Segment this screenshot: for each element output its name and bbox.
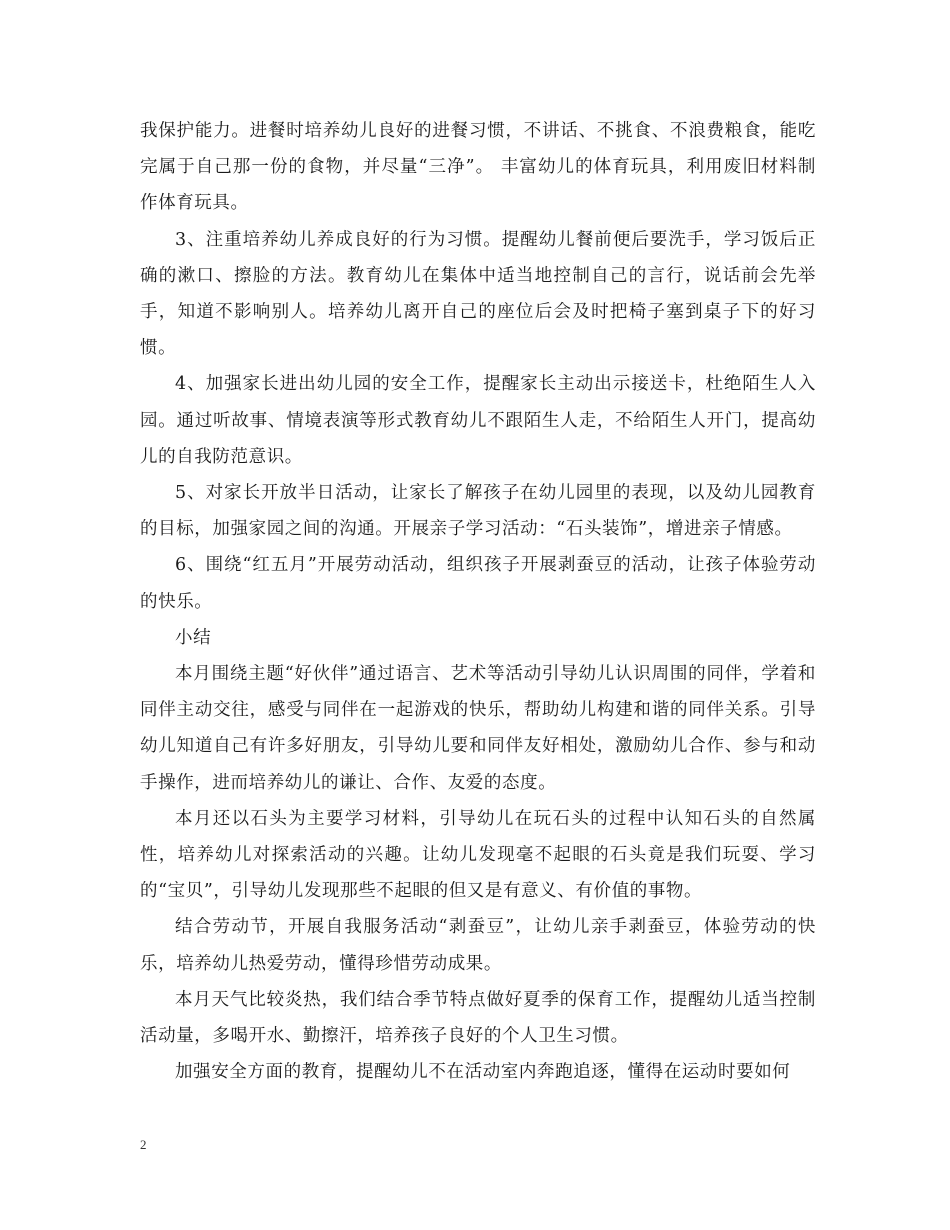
paragraph-item-6: 6、围绕“红五月”开展劳动活动，组织孩子开展剥蚕豆的活动，让孩子体验劳动的快乐。 bbox=[140, 555, 816, 612]
page-number: 2 bbox=[140, 1137, 147, 1152]
summary-paragraph-stones: 本月还以石头为主要学习材料，引导幼儿在玩石头的过程中认知石头的自然属性，培养幼儿对探索活动的兴趣。让幼儿发现毫不起眼的石头竟是我们玩耍、学习的“宝贝”，引导幼儿发现那些不起眼的但又是有意义、有价值的事物。 bbox=[140, 808, 816, 902]
summary-paragraph-safety: 加强安全方面的教育，提醒幼儿不在活动室内奔跑追逐，懂得在运动时要如何 bbox=[175, 1062, 791, 1083]
body-text bbox=[140, 113, 816, 1090]
summary-paragraph-summer: 本月天气比较炎热，我们结合季节特点做好夏季的保育工作，提醒幼儿适当控制活动量，多喝开水、勤擦汗，培养孩子良好的个人卫生习惯。 bbox=[140, 989, 816, 1047]
paragraph-item-4: 4、加强家长进出幼儿园的安全工作，提醒家长主动出示接送卡，杜绝陌生人入园。通过听故事、情境表演等形式教育幼儿不跟陌生人走，不给陌生人开门，提高幼儿的自我防范意识。 bbox=[140, 374, 816, 467]
section-heading-summary: 小结 bbox=[175, 627, 212, 648]
paragraph-item-5: 5、对家长开放半日活动，让家长了解孩子在幼儿园里的表现，以及幼儿园教育的目标，加强家园之间的沟通。开展亲子学习活动：“石头装饰”，增进亲子情感。 bbox=[140, 483, 816, 540]
paragraph-item-3: 3、注重培养幼儿养成良好的行为习惯。提醒幼儿餐前便后要洗手，学习饭后正确的漱口、擦脸的方法。教育幼儿在集体中适当地控制自己的言行，说话前会先举手，知道不影响别人。培养幼儿离开自己的座位后会及时把椅子塞到桌子下的好习惯。 bbox=[140, 229, 816, 359]
summary-paragraph-labor: 结合劳动节，开展自我服务活动“剥蚕豆”，让幼儿亲手剥蚕豆，体验劳动的快乐，培养幼儿热爱劳动，懂得珍惜劳动成果。 bbox=[140, 917, 816, 974]
summary-paragraph-partners: 本月围绕主题“好伙伴”通过语言、艺术等活动引导幼儿认识周围的同伴，学着和同伴主动交往，感受与同伴在一起游戏的快乐，帮助幼儿构建和谐的同伴关系。引导幼儿知道自己有许多好朋友，引导幼儿要和同伴友好相处，激励幼儿合作、参与和动手操作，进而培养幼儿的谦让、合作、友爱的态度。 bbox=[140, 664, 816, 793]
paragraph-continuation: 我保护能力。进餐时培养幼儿良好的进餐习惯，不讲话、不挑食、不浪费粮食，能吃完属于自己那一份的食物，并尽量“三净”。 丰富幼儿的体育玩具，利用废旧材料制作体育玩具。 bbox=[140, 121, 816, 214]
